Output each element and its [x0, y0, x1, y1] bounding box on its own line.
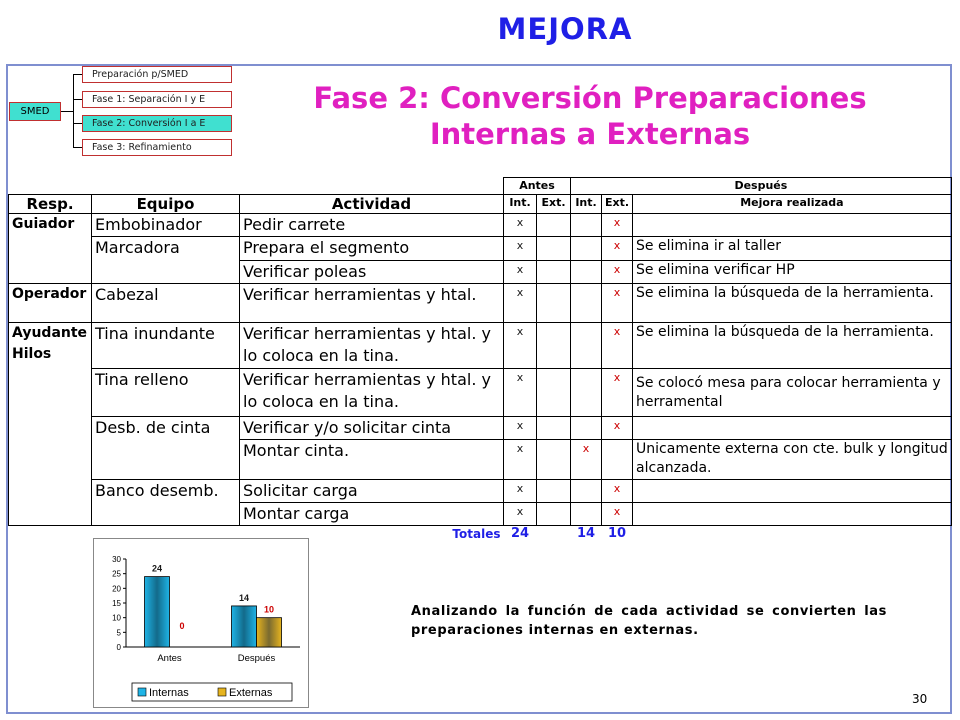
mark-despues-int: [571, 214, 602, 237]
mark-antes-ext: [537, 503, 571, 526]
mark-despues-ext: [602, 440, 633, 480]
chart-bar: [232, 606, 257, 647]
table-row: [9, 480, 952, 503]
header-despues-ext: Ext.: [602, 195, 633, 214]
cell-equipo: Embobinador: [92, 214, 240, 237]
mark-antes-ext: [537, 214, 571, 237]
header-despues-int: Int.: [571, 195, 602, 214]
table-row: [9, 417, 952, 440]
mark-antes-ext: [537, 480, 571, 503]
cell-actividad: Prepara el segmento: [240, 237, 504, 261]
mark-despues-int: [571, 261, 602, 284]
cell-resp: [9, 323, 92, 526]
mark-antes-int: x: [504, 261, 537, 284]
mark-antes-int: x: [504, 369, 537, 417]
page-number: 30: [912, 692, 928, 706]
chart-y-tick-label: 0: [116, 643, 121, 652]
mark-antes-ext: [537, 261, 571, 284]
chart-legend-label: Internas: [149, 687, 189, 699]
table-row: [9, 214, 952, 237]
header-resp: Resp.: [9, 195, 92, 214]
cell-mejora: [633, 214, 952, 237]
tree-item-fase2: Fase 2: Conversión I a E: [82, 115, 232, 132]
header-antes-int: Int.: [504, 195, 537, 214]
comparison-chart: [93, 538, 309, 708]
cell-actividad: Pedir carrete: [240, 214, 504, 237]
cell-equipo: Banco desemb.: [92, 480, 240, 526]
cell-mejora: [633, 503, 952, 526]
cell-actividad: Verificar herramientas y htal.: [240, 284, 504, 323]
chart-data-label: 10: [263, 604, 275, 615]
actividad-line2: lo coloca en la tina.: [243, 346, 399, 365]
mejora-line1: Se colocó mesa para colocar herramienta y: [636, 375, 941, 391]
chart-data-label: 24: [151, 563, 163, 574]
cell-actividad: Verificar y/o solicitar cinta: [240, 417, 504, 440]
mark-despues-ext: x: [602, 214, 633, 237]
tree-item-fase3: Fase 3: Refinamiento: [82, 139, 232, 156]
mark-antes-int: x: [504, 323, 537, 369]
mark-antes-int: x: [504, 503, 537, 526]
tree-item-preparacion: Preparación p/SMED: [82, 66, 232, 83]
header-antes-ext: Ext.: [537, 195, 571, 214]
mark-despues-ext: x: [602, 261, 633, 284]
phase-title-line2: Internas a Externas: [429, 117, 751, 151]
cell-actividad: [240, 323, 504, 369]
chart-svg: [94, 539, 308, 707]
actividad-line1: Verificar herramientas y htal. y: [243, 370, 491, 389]
table-row: [9, 323, 952, 369]
chart-y-tick-label: 30: [112, 555, 121, 564]
mark-despues-ext: x: [602, 284, 633, 323]
chart-legend-swatch: [138, 688, 146, 696]
header-antes: Antes: [504, 178, 571, 195]
header-mejora: Mejora realizada: [633, 195, 952, 214]
cell-actividad: [240, 369, 504, 417]
actividad-line2: lo coloca en la tina.: [243, 392, 399, 411]
mark-despues-ext: x: [602, 480, 633, 503]
mark-antes-ext: [537, 284, 571, 323]
tree-root-smed: SMED: [9, 102, 61, 121]
chart-y-tick-label: 20: [112, 584, 121, 594]
mark-despues-int: x: [571, 440, 602, 480]
cell-resp: Guiador: [9, 214, 92, 284]
mark-despues-int: [571, 284, 602, 323]
mejora-line2: herramental: [636, 394, 723, 410]
mejora-line1: Unicamente externa con cte. bulk y longitud: [636, 441, 948, 457]
mark-antes-ext: [537, 440, 571, 480]
chart-legend-swatch: [218, 688, 226, 696]
cell-equipo: Tina relleno: [92, 369, 240, 417]
mark-despues-ext: x: [602, 417, 633, 440]
cell-actividad: Solicitar carga: [240, 480, 504, 503]
cell-mejora: Se elimina verificar HP: [633, 261, 952, 284]
mark-despues-ext: x: [602, 237, 633, 261]
phase-title: [240, 80, 940, 152]
mark-antes-int: x: [504, 417, 537, 440]
cell-mejora: [633, 440, 952, 480]
chart-category-label: Antes: [157, 653, 182, 664]
mark-despues-ext: x: [602, 369, 633, 417]
actividad-line1: Verificar herramientas y htal. y: [243, 324, 491, 343]
analysis-text: Analizando la función de cada actividad se convierten las preparaciones internas en externas.: [411, 604, 887, 638]
totals-label: Totales: [452, 527, 501, 541]
resp-line2: Hilos: [12, 346, 52, 362]
tree-connector: [61, 111, 73, 112]
tree-trunk: [73, 74, 74, 147]
cell-mejora: Se elimina la búsqueda de la herramienta.: [633, 323, 952, 369]
chart-data-label: 14: [238, 592, 250, 603]
cell-mejora: [633, 480, 952, 503]
mark-antes-int: x: [504, 237, 537, 261]
mark-despues-int: [571, 480, 602, 503]
cell-actividad: Montar carga: [240, 503, 504, 526]
chart-legend-label: Externas: [229, 687, 273, 699]
mark-despues-int: [571, 369, 602, 417]
activity-table: [8, 177, 952, 542]
mark-antes-ext: [537, 417, 571, 440]
cell-equipo: Cabezal: [92, 284, 240, 323]
chart-category-label: Después: [237, 653, 276, 664]
mark-despues-ext: x: [602, 323, 633, 369]
chart-bar: [145, 577, 170, 647]
cell-equipo: Desb. de cinta: [92, 417, 240, 480]
tree-item-fase1: Fase 1: Separación I y E: [82, 91, 232, 108]
cell-equipo: Tina inundante: [92, 323, 240, 369]
mark-despues-int: [571, 323, 602, 369]
chart-data-label: 0: [179, 621, 185, 631]
mejora-line2: alcanzada.: [636, 460, 712, 476]
table-row: [9, 237, 952, 261]
chart-bar: [257, 618, 282, 647]
cell-equipo: Marcadora: [92, 237, 240, 284]
header-actividad: Actividad: [240, 195, 504, 214]
mark-antes-int: x: [504, 440, 537, 480]
resp-line1: Ayudante: [12, 325, 88, 341]
mark-despues-int: [571, 237, 602, 261]
mark-antes-int: x: [504, 480, 537, 503]
mark-despues-int: [571, 503, 602, 526]
cell-actividad: Verificar poleas: [240, 261, 504, 284]
chart-y-tick-label: 5: [116, 628, 121, 638]
header-equipo: Equipo: [92, 195, 240, 214]
cell-mejora: [633, 369, 952, 417]
cell-mejora: [633, 417, 952, 440]
mark-antes-ext: [537, 237, 571, 261]
mark-antes-int: x: [504, 214, 537, 237]
cell-mejora: Se elimina ir al taller: [633, 237, 952, 261]
chart-y-tick-label: 15: [112, 599, 121, 608]
chart-y-tick-label: 10: [112, 613, 121, 623]
mark-despues-ext: x: [602, 503, 633, 526]
cell-resp: Operador: [9, 284, 92, 323]
mark-antes-ext: [537, 323, 571, 369]
cell-mejora: Se elimina la búsqueda de la herramienta.: [633, 284, 952, 323]
cell-actividad: Montar cinta.: [240, 440, 504, 480]
table-row: [9, 284, 952, 323]
total-antes-int: 24: [510, 526, 530, 541]
mark-despues-int: [571, 417, 602, 440]
header-title: MEJORA: [497, 12, 633, 46]
phase-title-line1: Fase 2: Conversión Preparaciones: [313, 81, 867, 115]
total-despues-ext: 10: [607, 526, 627, 541]
mark-antes-ext: [537, 369, 571, 417]
mark-antes-int: x: [504, 284, 537, 323]
header-despues: Después: [571, 178, 952, 195]
total-despues-int: 14: [576, 526, 596, 541]
chart-y-tick-label: 25: [112, 569, 121, 579]
table-row: [9, 369, 952, 417]
